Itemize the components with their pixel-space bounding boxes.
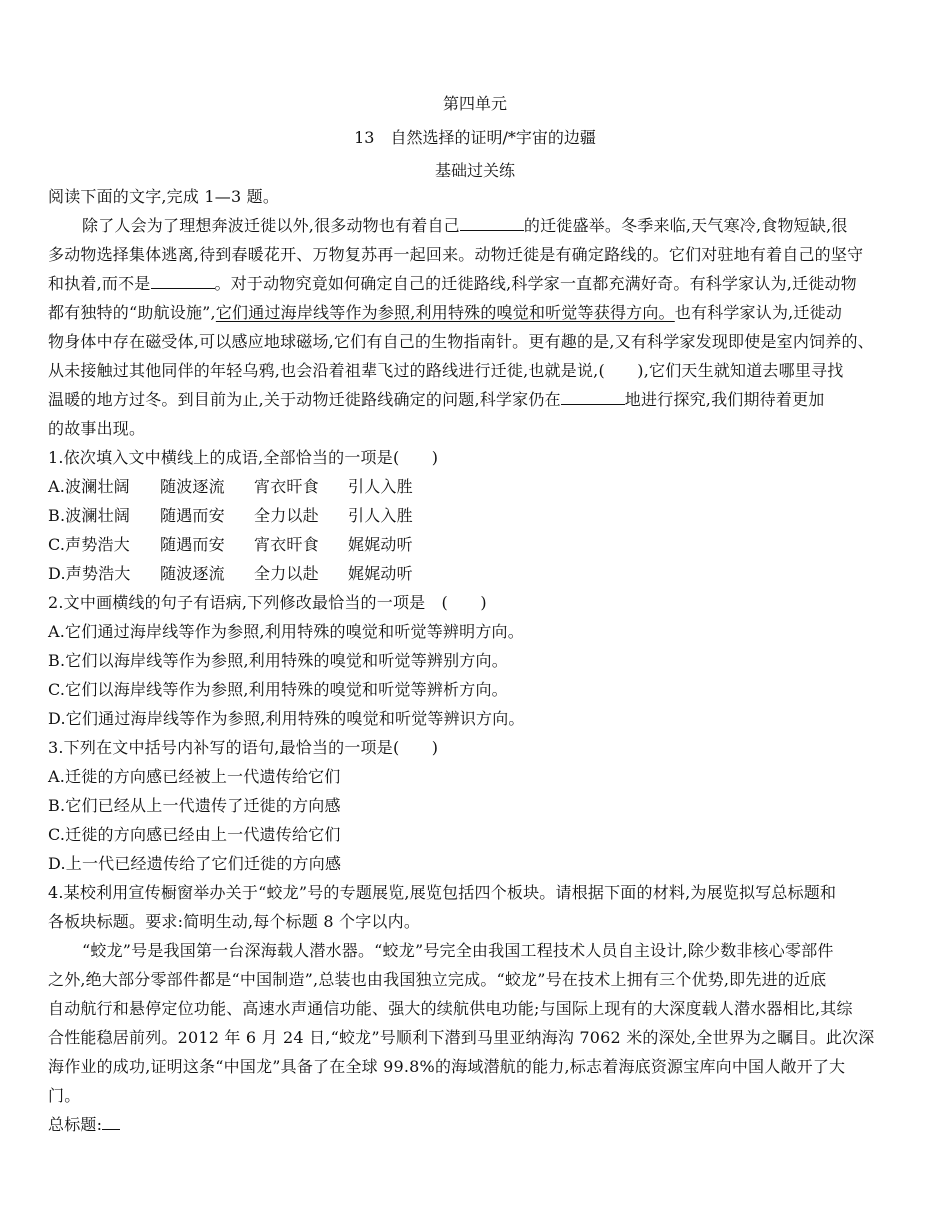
passage-text: 也有科学家认为,迁徙动	[674, 303, 843, 322]
material-line: 之外,绝大部分零部件都是“中国制造”,总装也由我国独立完成。“蛟龙”号在技术上拥有三个优势,即先进的近底	[48, 970, 827, 989]
question-3-option-b: B.它们已经从上一代遗传了迁徙的方向感	[48, 796, 341, 815]
material-line: 合性能稳居前列。2012 年 6 月 24 日,“蛟龙”号顺利下潜到马里亚纳海沟 7062 米的深处,全世界为之瞩目。此次深	[48, 1028, 875, 1047]
passage-line: 物身体中存在磁受体,可以感应地球磁场,它们有自己的生物指南针。更有趣的是,又有科学家发现即使是室内饲养的、	[48, 332, 874, 351]
option-word: B.波澜壮阔	[48, 506, 131, 525]
question-2-stem: 2.文中画横线的句子有语病,下列修改最恰当的一项是 ( )	[48, 593, 487, 612]
question-1-option-c	[48, 534, 442, 556]
material-line: “蛟龙”号是我国第一台深海载人潜水器。“蛟龙”号完全由我国工程技术人员自主设计,除少数非核心零部件	[82, 941, 834, 960]
passage-text: 的迁徙盛举。冬季来临,天气寒冷,食物短缺,很	[523, 216, 848, 235]
question-1-option-a	[48, 476, 442, 498]
option-word: 全力以赴	[254, 506, 319, 525]
passage-line: 从未接触过其他同伴的年轻乌鸦,也会沿着祖辈飞过的路线进行迁徙,也就是说,( ),它们天生就知道去哪里寻找	[48, 361, 844, 380]
question-2-option-c: C.它们以海岸线等作为参照,利用特殊的嗅觉和听觉等辨析方向。	[48, 680, 508, 699]
passage-line	[48, 389, 824, 411]
passage-line	[48, 273, 857, 295]
option-word: 引人入胜	[348, 477, 413, 496]
question-1-stem: 1.依次填入文中横线上的成语,全部恰当的一项是( )	[48, 448, 439, 467]
lesson-title: 13 自然选择的证明/*宇宙的边疆	[354, 128, 596, 147]
option-word: 宵衣旰食	[254, 477, 319, 496]
material-line: 门。	[48, 1086, 81, 1105]
option-word: D.声势浩大	[48, 564, 131, 583]
fill-blank	[561, 390, 625, 405]
question-3-option-d: D.上一代已经遗传给了它们迁徙的方向感	[48, 854, 342, 873]
option-word: 引人入胜	[348, 506, 413, 525]
answer-blank[interactable]	[102, 1115, 120, 1130]
option-word: 随遇而安	[160, 535, 225, 554]
question-3-stem: 3.下列在文中括号内补写的语句,最恰当的一项是( )	[48, 738, 439, 757]
passage-text: 。对于动物究竟如何确定自己的迁徙路线,科学家一直都充满好奇。有科学家认为,迁徙动物	[214, 274, 857, 293]
question-4-stem: 4.某校利用宣传橱窗举办关于“蛟龙”号的专题展览,展览包括四个板块。请根据下面的材料,为展览拟写总标题和	[48, 883, 837, 902]
answer-label: 总标题:	[48, 1115, 103, 1134]
option-word: 宵衣旰食	[254, 535, 319, 554]
passage-text: 除了人会为了理想奔波迁徙以外,很多动物也有着自己	[82, 216, 460, 235]
question-2-option-b: B.它们以海岸线等作为参照,利用特殊的嗅觉和听觉等辨别方向。	[48, 651, 508, 670]
passage-text: 都有独特的“助航设施”,	[48, 303, 216, 322]
passage-text: 温暖的地方过冬。到目前为止,关于动物迁徙路线确定的问题,科学家仍在	[48, 390, 561, 409]
fill-blank	[460, 216, 524, 231]
option-word: C.声势浩大	[48, 535, 130, 554]
question-4-stem: 各板块标题。要求:简明生动,每个标题 8 个字以内。	[48, 912, 421, 931]
question-1-option-b	[48, 505, 442, 527]
question-2-option-a: A.它们通过海岸线等作为参照,利用特殊的嗅觉和听觉等辨明方向。	[48, 622, 524, 641]
option-word: 随遇而安	[160, 506, 225, 525]
passage-line	[82, 215, 848, 237]
fill-blank	[151, 274, 215, 289]
option-word: 娓娓动听	[348, 564, 413, 583]
option-word: A.波澜壮阔	[48, 477, 130, 496]
question-2-option-d: D.它们通过海岸线等作为参照,利用特殊的嗅觉和听觉等辨识方向。	[48, 709, 525, 728]
material-line: 自动航行和悬停定位功能、高速水声通信功能、强大的续航供电功能;与国际上现有的大深度载人潜水器相比,其综	[48, 999, 853, 1018]
passage-line	[48, 302, 842, 324]
passage-text: 地进行探究,我们期待着更加	[624, 390, 825, 409]
passage-line: 多动物选择集体逃离,待到春暖花开、万物复苏再一起回来。动物迁徙是有确定路线的。它们对驻地有着自己的坚守	[48, 245, 864, 264]
overall-title-answer	[48, 1114, 120, 1136]
material-line: 海作业的成功,证明这条“中国龙”具备了在全球 99.8%的海域潜航的能力,标志着海底资源宝库向中国人敞开了大	[48, 1057, 846, 1076]
question-3-option-c: C.迁徙的方向感已经由上一代遗传给它们	[48, 825, 341, 844]
option-word: 全力以赴	[254, 564, 319, 583]
reading-instruction: 阅读下面的文字,完成 1—3 题。	[48, 187, 280, 206]
option-word: 随波逐流	[160, 477, 225, 496]
section-title: 基础过关练	[434, 161, 515, 180]
underlined-sentence: 它们通过海岸线等作为参照,利用特殊的嗅觉和听觉等获得方向。	[215, 303, 675, 322]
question-3-option-a: A.迁徙的方向感已经被上一代遗传给它们	[48, 767, 341, 786]
unit-title: 第四单元	[442, 94, 507, 113]
passage-line: 的故事出现。	[48, 419, 146, 438]
option-word: 随波逐流	[160, 564, 225, 583]
option-word: 娓娓动听	[348, 535, 413, 554]
passage-text: 和执着,而不是	[48, 274, 151, 293]
question-1-option-d	[48, 563, 442, 585]
